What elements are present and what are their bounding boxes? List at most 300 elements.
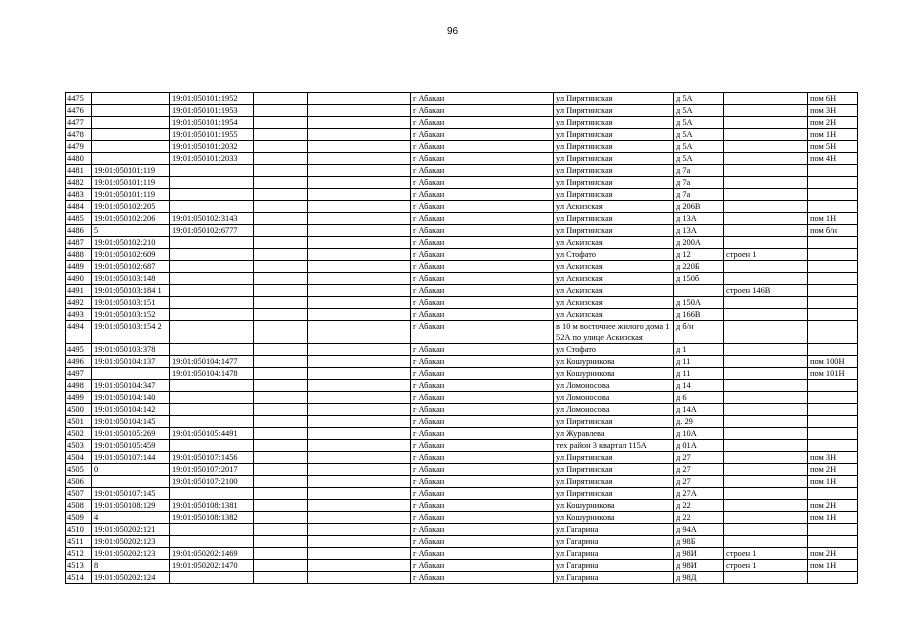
cell-premises	[808, 237, 858, 249]
cell-col-4	[254, 153, 308, 165]
cell-house: д 98Д	[674, 572, 724, 584]
cell-parcel-cadastral-number: 19:01:050103:148	[92, 273, 170, 285]
cell-premises-cadastral-number	[170, 392, 254, 404]
cell-premises	[808, 404, 858, 416]
cell-house: д 14	[674, 380, 724, 392]
cell-house: д 27	[674, 476, 724, 488]
cell-city: г Абакан	[411, 368, 554, 380]
cell-parcel-cadastral-number: 19:01:050102:609	[92, 249, 170, 261]
cell-building	[724, 117, 808, 129]
table-row	[66, 93, 858, 105]
cell-building: строен 1	[724, 548, 808, 560]
cell-row-number: 4481	[66, 165, 92, 177]
cell-street: ул Пирятинская	[554, 93, 674, 105]
cell-col-4	[254, 380, 308, 392]
cell-street: ул Аскизская	[554, 237, 674, 249]
cell-street: ул Аскизская	[554, 309, 674, 321]
cell-building	[724, 225, 808, 237]
cell-col-4	[254, 249, 308, 261]
cell-col-5	[308, 416, 411, 428]
cell-house: д 01А	[674, 440, 724, 452]
cell-row-number: 4505	[66, 464, 92, 476]
cell-col-4	[254, 536, 308, 548]
cell-house: д 27	[674, 464, 724, 476]
cell-house: д 10А	[674, 428, 724, 440]
cell-street: ул Пирятинская	[554, 129, 674, 141]
cell-premises-cadastral-number: 19:01:050102:6777	[170, 225, 254, 237]
cell-building	[724, 416, 808, 428]
cell-parcel-cadastral-number: 19:01:050103:154 2	[92, 321, 170, 344]
cell-city: г Абакан	[411, 273, 554, 285]
cell-row-number: 4484	[66, 201, 92, 213]
cell-parcel-cadastral-number	[92, 105, 170, 117]
cell-city: г Абакан	[411, 309, 554, 321]
cell-col-4	[254, 129, 308, 141]
cell-street: ул Пирятинская	[554, 416, 674, 428]
cell-col-5	[308, 452, 411, 464]
cell-premises-cadastral-number	[170, 261, 254, 273]
cell-house: д 5А	[674, 93, 724, 105]
cell-premises: пом 5Н	[808, 141, 858, 153]
cell-house: д 98И	[674, 560, 724, 572]
cell-street: ул Кошурникова	[554, 500, 674, 512]
cell-house: д 1	[674, 344, 724, 356]
cell-premises	[808, 249, 858, 261]
cell-col-4	[254, 309, 308, 321]
cell-premises: пом 4Н	[808, 153, 858, 165]
table-row	[66, 213, 858, 225]
cell-building	[724, 261, 808, 273]
cell-col-4	[254, 392, 308, 404]
cell-col-5	[308, 201, 411, 213]
cell-street: ул Ломоносова	[554, 380, 674, 392]
cell-premises	[808, 416, 858, 428]
cell-building	[724, 392, 808, 404]
cell-col-5	[308, 488, 411, 500]
cell-col-4	[254, 500, 308, 512]
cell-row-number: 4486	[66, 225, 92, 237]
cell-house: д 7а	[674, 165, 724, 177]
table-row	[66, 500, 858, 512]
cell-street: ул Пирятинская	[554, 488, 674, 500]
table-row	[66, 285, 858, 297]
cell-premises: пом 1Н	[808, 560, 858, 572]
cell-city: г Абакан	[411, 476, 554, 488]
cell-house: д 98И	[674, 548, 724, 560]
cell-parcel-cadastral-number: 19:01:050102:205	[92, 201, 170, 213]
cell-city: г Абакан	[411, 153, 554, 165]
cell-building	[724, 177, 808, 189]
cell-building	[724, 524, 808, 536]
cell-row-number: 4489	[66, 261, 92, 273]
cell-street: ул Гагарина	[554, 536, 674, 548]
cell-house: д. 29	[674, 416, 724, 428]
cell-city: г Абакан	[411, 572, 554, 584]
cell-street: ул Гагарина	[554, 548, 674, 560]
cell-street: ул Пирятинская	[554, 141, 674, 153]
cell-col-4	[254, 201, 308, 213]
cell-city: г Абакан	[411, 105, 554, 117]
cell-row-number: 4477	[66, 117, 92, 129]
table-row	[66, 261, 858, 273]
cell-parcel-cadastral-number: 19:01:050104:347	[92, 380, 170, 392]
cell-col-4	[254, 356, 308, 368]
cell-premises-cadastral-number	[170, 285, 254, 297]
cell-parcel-cadastral-number	[92, 153, 170, 165]
cell-premises: пом 2Н	[808, 117, 858, 129]
cell-col-5	[308, 548, 411, 560]
cell-city: г Абакан	[411, 428, 554, 440]
cell-city: г Абакан	[411, 536, 554, 548]
cell-premises: пом 101Н	[808, 368, 858, 380]
cell-city: г Абакан	[411, 129, 554, 141]
cell-col-4	[254, 225, 308, 237]
cell-col-4	[254, 105, 308, 117]
cell-street: ул Аскизская	[554, 285, 674, 297]
cell-premises: пом 1Н	[808, 476, 858, 488]
cell-row-number: 4479	[66, 141, 92, 153]
cell-col-5	[308, 428, 411, 440]
cell-premises-cadastral-number	[170, 321, 254, 344]
table-row	[66, 572, 858, 584]
cell-street: ул Пирятинская	[554, 452, 674, 464]
cell-col-5	[308, 464, 411, 476]
table-row	[66, 344, 858, 356]
cell-col-4	[254, 548, 308, 560]
cell-city: г Абакан	[411, 117, 554, 129]
cell-building: строен 1	[724, 560, 808, 572]
cell-building	[724, 404, 808, 416]
cell-street: ул Аскизская	[554, 297, 674, 309]
cell-row-number: 4508	[66, 500, 92, 512]
cell-parcel-cadastral-number: 19:01:050104:145	[92, 416, 170, 428]
cell-building	[724, 572, 808, 584]
cell-city: г Абакан	[411, 488, 554, 500]
cell-parcel-cadastral-number: 19:01:050105:459	[92, 440, 170, 452]
cell-col-5	[308, 261, 411, 273]
cell-building	[724, 452, 808, 464]
cell-premises-cadastral-number	[170, 201, 254, 213]
cell-house: д 11	[674, 368, 724, 380]
cell-premises	[808, 297, 858, 309]
cell-building	[724, 428, 808, 440]
cell-premises	[808, 380, 858, 392]
cell-premises	[808, 201, 858, 213]
cell-col-5	[308, 321, 411, 344]
cell-city: г Абакан	[411, 524, 554, 536]
cell-building	[724, 380, 808, 392]
cell-premises-cadastral-number: 19:01:050108:1382	[170, 512, 254, 524]
cell-row-number: 4487	[66, 237, 92, 249]
cell-house: д 7а	[674, 189, 724, 201]
cell-col-4	[254, 237, 308, 249]
table-row	[66, 129, 858, 141]
cell-street: ул Ломоносова	[554, 404, 674, 416]
cell-city: г Абакан	[411, 177, 554, 189]
cell-col-4	[254, 273, 308, 285]
cell-col-4	[254, 488, 308, 500]
cell-house: д 14А	[674, 404, 724, 416]
cell-city: г Абакан	[411, 165, 554, 177]
table-row	[66, 524, 858, 536]
cell-city: г Абакан	[411, 560, 554, 572]
cell-parcel-cadastral-number: 19:01:050202:124	[92, 572, 170, 584]
cell-col-5	[308, 297, 411, 309]
cell-city: г Абакан	[411, 380, 554, 392]
cell-parcel-cadastral-number: 19:01:050103:184 1	[92, 285, 170, 297]
cell-street: ул Кошурникова	[554, 356, 674, 368]
cell-row-number: 4500	[66, 404, 92, 416]
cell-premises	[808, 261, 858, 273]
cell-col-5	[308, 285, 411, 297]
cell-row-number: 4480	[66, 153, 92, 165]
cell-col-4	[254, 189, 308, 201]
cell-col-5	[308, 476, 411, 488]
cell-building	[724, 476, 808, 488]
cell-premises-cadastral-number: 19:01:050101:1952	[170, 93, 254, 105]
cell-house: д 5А	[674, 117, 724, 129]
cell-house: д 220Б	[674, 261, 724, 273]
cell-col-5	[308, 93, 411, 105]
cell-city: г Абакан	[411, 285, 554, 297]
cell-parcel-cadastral-number: 19:01:050103:378	[92, 344, 170, 356]
cell-col-5	[308, 404, 411, 416]
table-row	[66, 177, 858, 189]
cell-parcel-cadastral-number: 19:01:050101:119	[92, 177, 170, 189]
cell-building	[724, 309, 808, 321]
cell-premises-cadastral-number: 19:01:050202:1469	[170, 548, 254, 560]
cell-house: д 27	[674, 452, 724, 464]
cell-col-5	[308, 392, 411, 404]
cell-parcel-cadastral-number: 19:01:050101:119	[92, 165, 170, 177]
cell-premises	[808, 392, 858, 404]
cell-parcel-cadastral-number: 19:01:050202:121	[92, 524, 170, 536]
cell-col-5	[308, 177, 411, 189]
cell-house: д 7а	[674, 177, 724, 189]
cell-col-4	[254, 464, 308, 476]
cell-col-4	[254, 117, 308, 129]
cell-city: г Абакан	[411, 416, 554, 428]
cell-street: ул Стофато	[554, 344, 674, 356]
cell-building	[724, 273, 808, 285]
table-row	[66, 488, 858, 500]
cell-street: в 10 м восточнее жилого дома 152А по улице Аскизская	[554, 321, 674, 344]
cell-house	[674, 285, 724, 297]
cell-building	[724, 536, 808, 548]
cell-premises	[808, 344, 858, 356]
cell-city: г Абакан	[411, 237, 554, 249]
cell-col-5	[308, 105, 411, 117]
cell-parcel-cadastral-number: 19:01:050202:123	[92, 548, 170, 560]
cell-row-number: 4475	[66, 93, 92, 105]
cell-row-number: 4506	[66, 476, 92, 488]
cell-col-5	[308, 189, 411, 201]
table-row	[66, 548, 858, 560]
cell-parcel-cadastral-number: 19:01:050102:206	[92, 213, 170, 225]
cell-parcel-cadastral-number: 19:01:050104:142	[92, 404, 170, 416]
cell-col-4	[254, 524, 308, 536]
cell-building: строен 146В	[724, 285, 808, 297]
cell-street: ул Аскизская	[554, 273, 674, 285]
cell-city: г Абакан	[411, 404, 554, 416]
cell-city: г Абакан	[411, 548, 554, 560]
cell-house: д 22	[674, 500, 724, 512]
cell-col-4	[254, 93, 308, 105]
cell-premises: пом 2Н	[808, 548, 858, 560]
cell-col-5	[308, 344, 411, 356]
cell-building	[724, 368, 808, 380]
cell-parcel-cadastral-number	[92, 141, 170, 153]
cell-city: г Абакан	[411, 464, 554, 476]
cell-col-4	[254, 285, 308, 297]
cell-house: д 206В	[674, 201, 724, 213]
cell-premises	[808, 273, 858, 285]
cell-premises	[808, 285, 858, 297]
cell-parcel-cadastral-number: 19:01:050102:210	[92, 237, 170, 249]
cell-row-number: 4485	[66, 213, 92, 225]
cell-premises-cadastral-number	[170, 273, 254, 285]
cell-building	[724, 488, 808, 500]
cell-row-number: 4502	[66, 428, 92, 440]
cell-premises	[808, 321, 858, 344]
cell-premises-cadastral-number	[170, 488, 254, 500]
cell-premises	[808, 488, 858, 500]
cell-house: д 150А	[674, 297, 724, 309]
cell-col-4	[254, 321, 308, 344]
cell-house: д 5А	[674, 105, 724, 117]
page-number: 96	[446, 26, 459, 37]
cell-building: строен 1	[724, 249, 808, 261]
cell-row-number: 4490	[66, 273, 92, 285]
table-row	[66, 512, 858, 524]
cell-col-5	[308, 249, 411, 261]
cell-parcel-cadastral-number: 19:01:050102:687	[92, 261, 170, 273]
cell-premises-cadastral-number	[170, 249, 254, 261]
cell-col-5	[308, 512, 411, 524]
cell-city: г Абакан	[411, 512, 554, 524]
cell-premises	[808, 524, 858, 536]
cell-premises-cadastral-number: 19:01:050107:2017	[170, 464, 254, 476]
cell-premises	[808, 440, 858, 452]
cell-house: д 5А	[674, 141, 724, 153]
cell-col-5	[308, 213, 411, 225]
cell-row-number: 4494	[66, 321, 92, 344]
cell-parcel-cadastral-number	[92, 93, 170, 105]
cell-premises-cadastral-number	[170, 440, 254, 452]
cell-house: д 27А	[674, 488, 724, 500]
cell-house: д 12	[674, 249, 724, 261]
cell-parcel-cadastral-number: 4	[92, 512, 170, 524]
cell-row-number: 4478	[66, 129, 92, 141]
cell-parcel-cadastral-number	[92, 476, 170, 488]
table-row	[66, 536, 858, 548]
cell-row-number: 4496	[66, 356, 92, 368]
table-row	[66, 105, 858, 117]
cell-building	[724, 297, 808, 309]
cell-house: д 98Б	[674, 536, 724, 548]
cell-premises: пом 2Н	[808, 464, 858, 476]
cell-parcel-cadastral-number: 0	[92, 464, 170, 476]
cell-building	[724, 500, 808, 512]
table-row	[66, 273, 858, 285]
cell-col-4	[254, 476, 308, 488]
cell-premises: пом 2Н	[808, 500, 858, 512]
table-row	[66, 404, 858, 416]
cell-col-5	[308, 536, 411, 548]
cell-parcel-cadastral-number: 19:01:050108:129	[92, 500, 170, 512]
table-row	[66, 309, 858, 321]
cell-building	[724, 189, 808, 201]
cell-premises-cadastral-number: 19:01:050101:2032	[170, 141, 254, 153]
cell-house: д 94А	[674, 524, 724, 536]
cell-row-number: 4511	[66, 536, 92, 548]
cell-street: ул Пирятинская	[554, 177, 674, 189]
cell-city: г Абакан	[411, 297, 554, 309]
cell-col-5	[308, 129, 411, 141]
cell-row-number: 4493	[66, 309, 92, 321]
cell-col-5	[308, 356, 411, 368]
cell-premises-cadastral-number	[170, 297, 254, 309]
cell-col-4	[254, 344, 308, 356]
cell-city: г Абакан	[411, 141, 554, 153]
cell-col-4	[254, 440, 308, 452]
cell-city: г Абакан	[411, 344, 554, 356]
cell-col-5	[308, 572, 411, 584]
cell-premises	[808, 309, 858, 321]
cell-building	[724, 141, 808, 153]
cell-house: д 13А	[674, 225, 724, 237]
cell-city: г Абакан	[411, 452, 554, 464]
cell-street: ул Пирятинская	[554, 117, 674, 129]
table-row	[66, 225, 858, 237]
cell-street: ул Пирятинская	[554, 464, 674, 476]
table-row	[66, 464, 858, 476]
cell-premises-cadastral-number	[170, 177, 254, 189]
cell-premises-cadastral-number	[170, 380, 254, 392]
cell-parcel-cadastral-number: 19:01:050104:140	[92, 392, 170, 404]
cell-street: ул Стофато	[554, 249, 674, 261]
cell-premises-cadastral-number: 19:01:050101:2033	[170, 153, 254, 165]
table-row	[66, 440, 858, 452]
cell-row-number: 4497	[66, 368, 92, 380]
table-row	[66, 368, 858, 380]
cell-premises-cadastral-number: 19:01:050102:3143	[170, 213, 254, 225]
cell-col-5	[308, 524, 411, 536]
cell-premises-cadastral-number	[170, 237, 254, 249]
cell-col-4	[254, 452, 308, 464]
cell-premises	[808, 177, 858, 189]
cell-col-5	[308, 500, 411, 512]
cell-premises: пом 1Н	[808, 512, 858, 524]
cell-col-5	[308, 153, 411, 165]
cell-parcel-cadastral-number: 19:01:050101:119	[92, 189, 170, 201]
cell-premises	[808, 572, 858, 584]
cell-building	[724, 237, 808, 249]
table-row	[66, 201, 858, 213]
cell-parcel-cadastral-number	[92, 368, 170, 380]
cell-house: д 5А	[674, 129, 724, 141]
cell-city: г Абакан	[411, 392, 554, 404]
table-row	[66, 356, 858, 368]
cell-building	[724, 440, 808, 452]
cell-house: д 166В	[674, 309, 724, 321]
cell-premises-cadastral-number: 19:01:050107:1456	[170, 452, 254, 464]
cell-col-4	[254, 560, 308, 572]
cell-city: г Абакан	[411, 93, 554, 105]
cell-street: ул Аскизская	[554, 261, 674, 273]
cell-street: ул Журавлева	[554, 428, 674, 440]
cell-premises: пом 3Н	[808, 105, 858, 117]
